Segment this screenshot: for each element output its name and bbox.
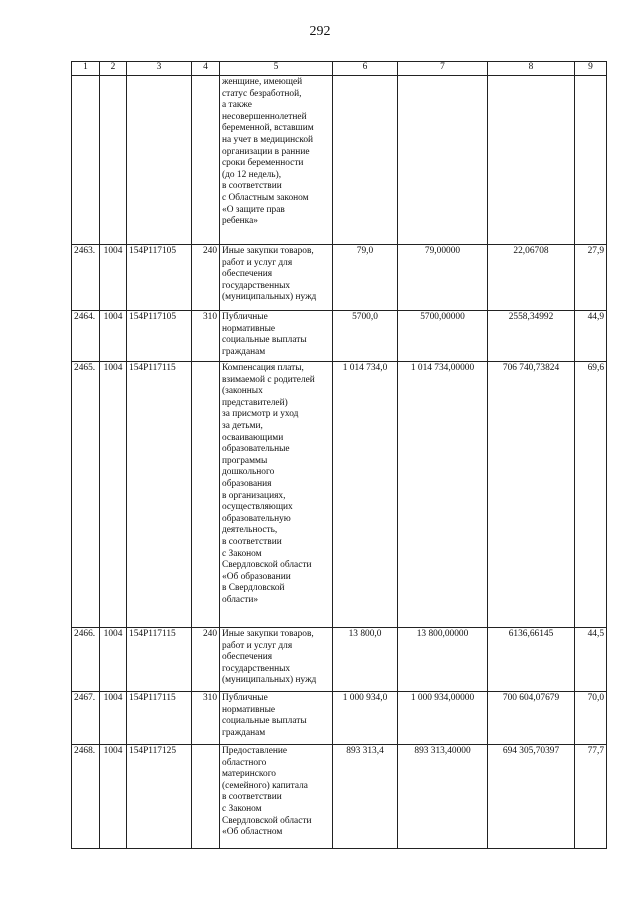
column-header-6: 6 [333, 62, 398, 76]
expense-type-code: 310 [192, 692, 220, 745]
target-article-code: 154P117125 [127, 745, 192, 849]
table-row [72, 245, 607, 311]
column-header-7: 7 [398, 62, 488, 76]
planned-amount: 5700,00000 [398, 311, 488, 362]
execution-percent: 70,0 [575, 692, 607, 745]
row-number: 2466. [72, 628, 100, 692]
column-header-8: 8 [488, 62, 575, 76]
row-number: 2467. [72, 692, 100, 745]
planned-amount [398, 76, 488, 245]
target-article-code: 154P117105 [127, 311, 192, 362]
executed-amount: 706 740,73824 [488, 362, 575, 628]
column-header-3: 3 [127, 62, 192, 76]
column-header-2: 2 [100, 62, 127, 76]
expense-type-code [192, 362, 220, 628]
execution-percent: 44,9 [575, 311, 607, 362]
row-number: 2463. [72, 245, 100, 311]
approved-amount: 79,0 [333, 245, 398, 311]
expense-type-code: 240 [192, 245, 220, 311]
column-header-9: 9 [575, 62, 607, 76]
item-name: Предоставление областного материнского (семейного) капитала в соответствии с Законом Свердловской области «Об областном [220, 745, 333, 849]
item-name: Иные закупки товаров, работ и услуг для обеспечения государственных (муниципальных) нужд [220, 628, 333, 692]
item-name: Компенсация платы, взимаемой с родителей (законных представителей) за присмотр и уход за детьми, осваивающими образовательные программы дошкольного образования в организациях, осуществляющих образовательную деятельность, в соответствии с Законом Свердловской области «Об образовании в Свердловской области» [220, 362, 333, 628]
section-code: 1004 [100, 362, 127, 628]
section-code: 1004 [100, 745, 127, 849]
expense-type-code: 310 [192, 311, 220, 362]
column-header-5: 5 [220, 62, 333, 76]
row-number [72, 76, 100, 245]
target-article-code [127, 76, 192, 245]
page-number: 292 [309, 24, 331, 39]
execution-percent [575, 76, 607, 245]
item-name: женщине, имеющей статус безработной, а также несовершеннолетней беременной, вставшим на учет в медицинской организации в ранние сроки беременности (до 12 недель), в соответствии с Областным законом «О защите прав ребенка» [220, 76, 333, 245]
approved-amount [333, 76, 398, 245]
table-row [72, 76, 607, 245]
expense-type-code: 240 [192, 628, 220, 692]
row-number: 2464. [72, 311, 100, 362]
approved-amount: 893 313,4 [333, 745, 398, 849]
execution-percent: 27,9 [575, 245, 607, 311]
execution-percent: 44,5 [575, 628, 607, 692]
column-header-4: 4 [192, 62, 220, 76]
approved-amount: 1 014 734,0 [333, 362, 398, 628]
execution-percent: 77,7 [575, 745, 607, 849]
item-name: Публичные нормативные социальные выплаты гражданам [220, 311, 333, 362]
table-row [72, 745, 607, 849]
executed-amount [488, 76, 575, 245]
expense-type-code [192, 745, 220, 849]
table-row [72, 692, 607, 745]
executed-amount: 22,06708 [488, 245, 575, 311]
section-code: 1004 [100, 692, 127, 745]
execution-percent: 69,6 [575, 362, 607, 628]
table-row [72, 311, 607, 362]
budget-table [71, 61, 607, 849]
section-code [100, 76, 127, 245]
planned-amount: 1 014 734,00000 [398, 362, 488, 628]
target-article-code: 154P117115 [127, 692, 192, 745]
expense-type-code [192, 76, 220, 245]
item-name: Иные закупки товаров, работ и услуг для обеспечения государственных (муниципальных) нужд [220, 245, 333, 311]
executed-amount: 6136,66145 [488, 628, 575, 692]
column-header-1: 1 [72, 62, 100, 76]
executed-amount: 2558,34992 [488, 311, 575, 362]
approved-amount: 13 800,0 [333, 628, 398, 692]
row-number: 2465. [72, 362, 100, 628]
approved-amount: 5700,0 [333, 311, 398, 362]
section-code: 1004 [100, 311, 127, 362]
planned-amount: 1 000 934,00000 [398, 692, 488, 745]
planned-amount: 79,00000 [398, 245, 488, 311]
row-number: 2468. [72, 745, 100, 849]
table-row [72, 362, 607, 628]
section-code: 1004 [100, 245, 127, 311]
target-article-code: 154P117115 [127, 628, 192, 692]
section-code: 1004 [100, 628, 127, 692]
target-article-code: 154P117105 [127, 245, 192, 311]
table-row [72, 628, 607, 692]
header-row [72, 62, 607, 76]
target-article-code: 154P117115 [127, 362, 192, 628]
approved-amount: 1 000 934,0 [333, 692, 398, 745]
item-name: Публичные нормативные социальные выплаты гражданам [220, 692, 333, 745]
executed-amount: 700 604,07679 [488, 692, 575, 745]
planned-amount: 13 800,00000 [398, 628, 488, 692]
planned-amount: 893 313,40000 [398, 745, 488, 849]
executed-amount: 694 305,70397 [488, 745, 575, 849]
